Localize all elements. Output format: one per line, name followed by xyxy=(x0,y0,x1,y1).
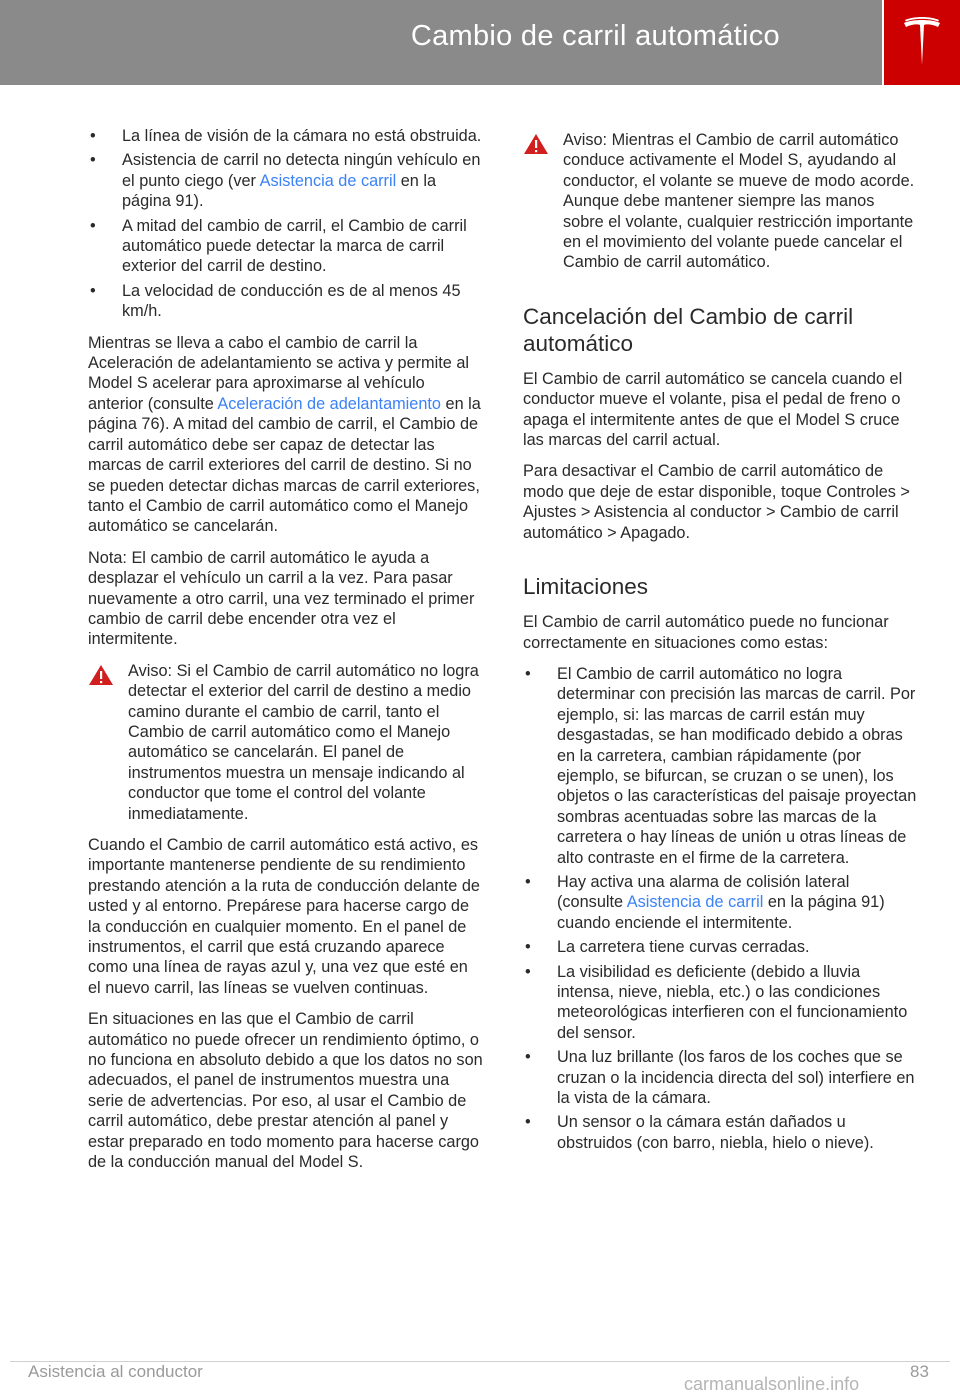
warning-block: Aviso: Mientras el Cambio de carril automático conduce activamente el Model S, ayudando al conductor, el volante se mueve de modo acorde. Aunque debe mantener siempre las manos sobre el volante, cualquier restricción importante en el movimiento del volante puede cancelar el Cambio de carril automático. xyxy=(523,130,918,273)
link-aceleracion-adelantamiento[interactable]: Aceleración de adelantamiento xyxy=(217,394,441,413)
right-column xyxy=(523,130,918,1164)
limitations-list xyxy=(523,664,918,1153)
warning-icon xyxy=(523,133,549,155)
paragraph: En situaciones en las que el Cambio de carril automático no puede ofrecer un rendimiento óptimo, o no funciona en absoluto debido a que los datos no son adecuados, el panel de instrumentos muestra una serie de advertencias. Por eso, al usar el Cambio de carril automático, debe prestar atención al panel y estar preparado en todo momento para hacerse cargo de la conducción manual del Model S. xyxy=(88,1010,483,1172)
paragraph: El Cambio de carril automático se cancela cuando el conductor mueve el volante, pisa el pedal de freno o apaga el intermitente antes de que el Model S cruce las marcas del carril actual. xyxy=(523,369,903,450)
list-item: • La velocidad de conducción es de al menos 45 km/h. xyxy=(90,281,461,321)
left-column xyxy=(88,126,483,1184)
list-item: • La línea de visión de la cámara no está obstruida. xyxy=(90,127,482,145)
link-asistencia-carril[interactable]: Asistencia de carril xyxy=(259,171,397,190)
header-bar xyxy=(0,0,882,85)
list-item: • Asistencia de carril no detecta ningún vehículo en el punto ciego (ver Asistencia de carril en la página 91). xyxy=(90,151,481,211)
brand-logo xyxy=(884,0,960,85)
page-title: Cambio de carril automático xyxy=(410,20,780,52)
section-heading: Limitaciones xyxy=(523,574,649,600)
link-asistencia-carril[interactable]: Asistencia de carril xyxy=(626,893,764,912)
watermark: carmanualsonline.info xyxy=(684,1374,860,1394)
section-heading: Cancelación del Cambio de carril automático xyxy=(523,303,854,356)
warning-block: Aviso: Si el Cambio de carril automático no logra detectar el exterior del carril de destino a medio camino durante el cambio de carril, tanto el Cambio de carril automático como el Manejo automático se cancelarán. El panel de instrumentos muestra un mensaje indicando al conductor que tome el control del volante inmediatamente. xyxy=(88,661,483,824)
list-item: • A mitad del cambio de carril, el Cambio de carril automático puede detectar la marca de carril exterior del carril de destino. xyxy=(90,216,467,276)
page-number: 83 xyxy=(910,1362,929,1381)
footer-section: Asistencia al conductor xyxy=(28,1362,203,1381)
list-item: • Un sensor o la cámara están dañados u obstruidos (con barro, niebla, hielo o nieve). xyxy=(525,1113,874,1152)
list-item: • El Cambio de carril automático no logra determinar con precisión las marcas de carril. Por ejemplo, si: las marcas de carril están muy desgastadas, se han modificado debido a obras en la carretera, cambian rápidamente (por ejemplo, se bifurcan, se cruzan o se unen), los objetos o las características del paisaje proyectan sombras acentuadas sobre las marcas de la carretera o hay líneas de unión u otras líneas de alto contraste en el firme de la carretera. xyxy=(525,664,917,867)
requirements-list xyxy=(88,126,483,322)
warning-icon xyxy=(88,664,114,686)
note: Nota: El cambio de carril automático le ayuda a desplazar el vehículo un carril a la vez. Para pasar nuevamente a otro carril, una vez terminado el primer cambio de carril debe encender otra vez el intermitente. xyxy=(88,548,475,649)
paragraph: El Cambio de carril automático puede no funcionar correctamente en situaciones como estas: xyxy=(523,613,889,652)
list-item: • La visibilidad es deficiente (debido a lluvia intensa, nieve, niebla, etc.) o las condiciones meteorológicas interfieren con el funcionamiento del sensor. xyxy=(525,962,908,1042)
paragraph: Mientras se lleva a cabo el cambio de carril la Aceleración de adelantamiento se activa y permite al Model S acelerar para aproximarse al vehículo anterior (consulte Aceleración de adelantamiento en la página 76). A mitad del cambio de carril, el Cambio de carril automático debe ser capaz de detectar las marcas de carril exteriores del carril de destino. Si no se pueden detectar dichas marcas de carril exteriores, tanto el Cambio de carril automático como el Manejo automático se cancelarán. xyxy=(88,333,481,536)
paragraph: Cuando el Cambio de carril automático está activo, es importante mantenerse pendiente de su rendimiento prestando atención a la ruta de conducción delante de usted y al entorno. Prepárese para hacerse cargo de la conducción en cualquier momento. En el panel de instrumentos, el carril que está cruzando aparece como una línea de rayas azul y, una vez que esté en el nuevo carril, las líneas se vuelven continuas. xyxy=(88,836,480,997)
paragraph: Para desactivar el Cambio de carril automático de modo que deje de estar disponible, toque Controles > Ajustes > Asistencia al conductor > Cambio de carril automático > Apagado. xyxy=(523,462,910,542)
list-item: • Hay activa una alarma de colisión lateral (consulte Asistencia de carril en la página 91) cuando enciende el intermitente. xyxy=(525,872,885,932)
tesla-logo-icon xyxy=(902,17,942,67)
list-item: • Una luz brillante (los faros de los coches que se cruzan o la incidencia directa del sol) interfiere en la vista de la cámara. xyxy=(525,1048,915,1108)
list-item: • La carretera tiene curvas cerradas. xyxy=(525,938,810,957)
